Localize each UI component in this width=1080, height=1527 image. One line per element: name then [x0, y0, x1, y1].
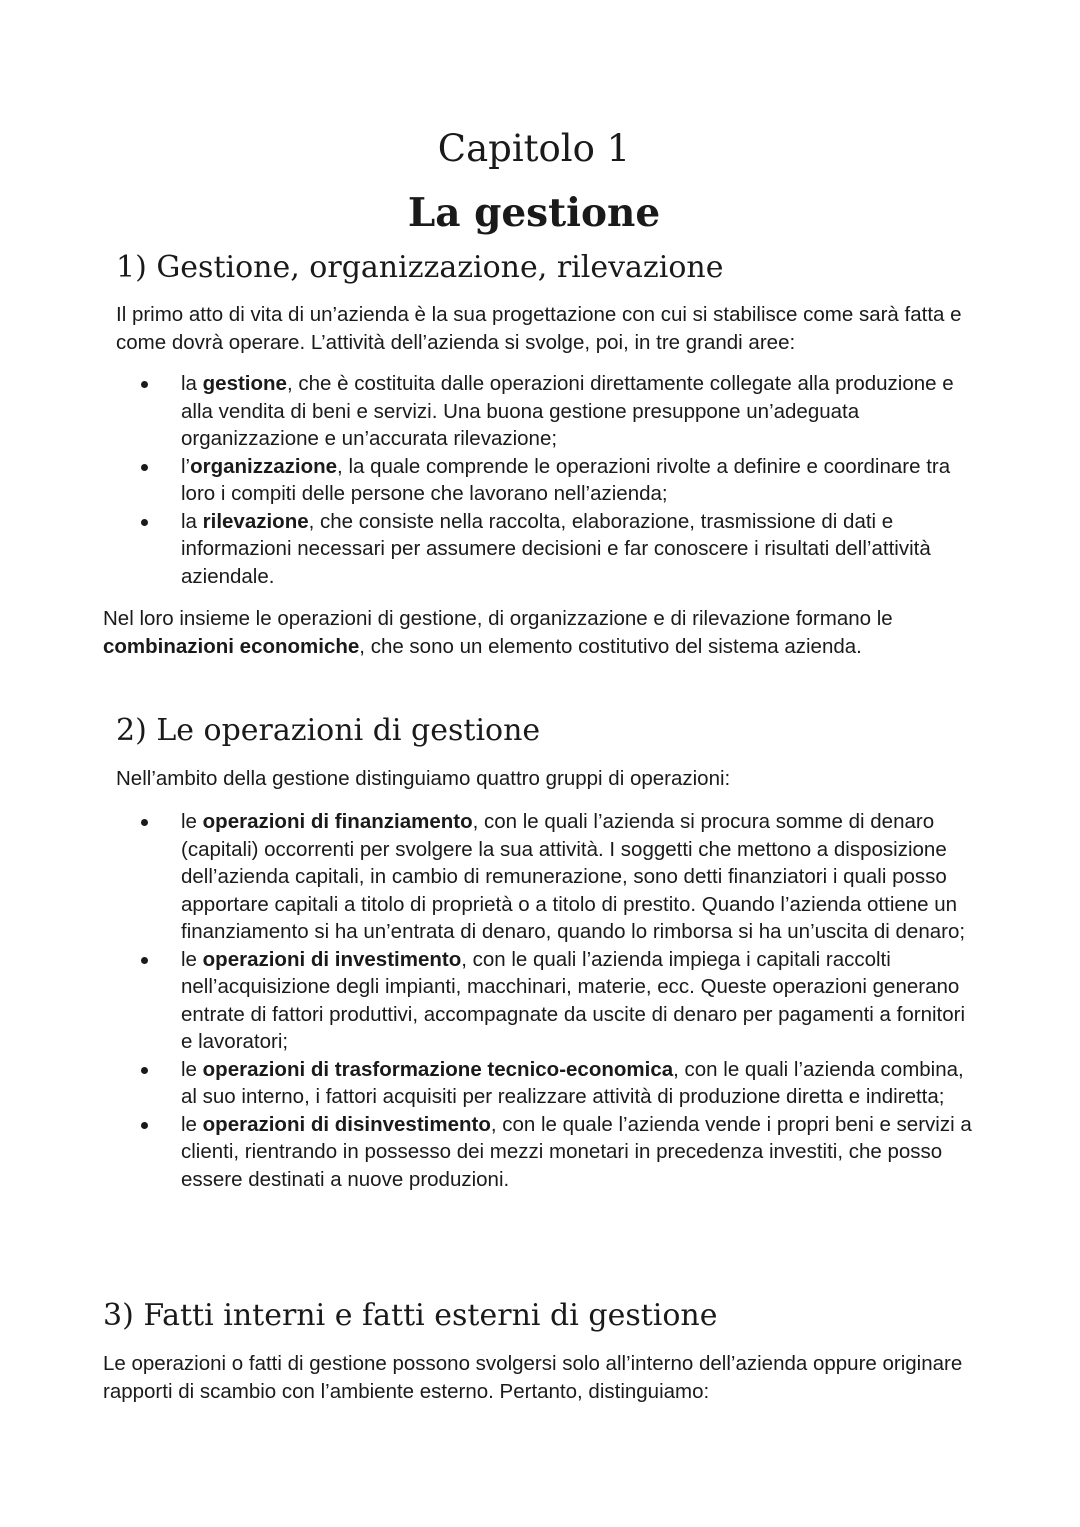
section-1-intro: Il primo atto di vita di un’azienda è la sua progettazione con cui si stabilisce come sarà fatta e come dovrà operare. L’attività dell’azienda si svolge, poi, in tre grandi aree: [116, 303, 962, 354]
bullet-icon [141, 464, 148, 471]
bullet-icon [141, 1067, 148, 1074]
section-1-heading: 1) Gestione, organizzazione, rilevazione [116, 250, 724, 285]
section-3-heading: 3) Fatti interni e fatti esterni di gestione [103, 1298, 718, 1333]
section-1-bullet-list [117, 370, 977, 590]
bullet-icon [141, 519, 148, 526]
list-item: le operazioni di trasformazione tecnico-economica, con le quali l’azienda combina, al suo interno, i fattori acquisiti per realizzare attività di produzione diretta e indiretta; [117, 1056, 977, 1111]
list-item: l’organizzazione, la quale comprende le operazioni rivolte a definire e coordinare tra loro i compiti delle persone che lavorano nell’azienda; [117, 453, 977, 508]
list-item: le operazioni di disinvestimento, con le quale l’azienda vende i propri beni e servizi a clienti, rientrando in possesso dei mezzi monetari in precedenza investiti, che posso essere destinati a nuove produzioni. [117, 1111, 977, 1194]
list-item: la rilevazione, che consiste nella raccolta, elaborazione, trasmissione di dati e informazioni necessari per assumere decisioni e far conoscere i risultati dell’attività aziendale. [117, 508, 977, 591]
bullet-icon [141, 819, 148, 826]
section-2-intro: Nell’ambito della gestione distinguiamo quattro gruppi di operazioni: [116, 767, 731, 790]
list-item: le operazioni di investimento, con le quali l’azienda impiega i capitali raccolti nell’acquisizione degli impianti, macchinari, materie, ecc. Queste operazioni generano entrate di fattori produttivi, accompagnate da uscite di denaro per pagamenti a fornitori e lavoratori; [117, 946, 977, 1056]
bullet-icon [141, 1122, 148, 1129]
list-item: la gestione, che è costituita dalle operazioni direttamente collegate alla produzione e alla vendita di beni e servizi. Una buona gestione presuppone un’adeguata organizzazione e un’accurata rilevazione; [117, 370, 977, 453]
section-1-closing: Nel loro insieme le operazioni di gestione, di organizzazione e di rilevazione formano le combinazioni economiche, che sono un elemento costitutivo del sistema azienda. [103, 607, 893, 658]
section-3-intro: Le operazioni o fatti di gestione possono svolgersi solo all’interno dell’azienda oppure originare rapporti di scambio con l’ambiente esterno. Pertanto, distinguiamo: [103, 1352, 963, 1403]
list-item: le operazioni di finanziamento, con le quali l’azienda si procura somme di denaro (capitali) occorrenti per svolgere la sua attività. I soggetti che mettono a disposizione dell’azienda capitali, in cambio di remunerazione, sono detti finanziatori i quali posso apportare capitali a titolo di proprietà o a titolo di prestito. Quando l’azienda ottiene un finanziamento si ha un’entrata di denaro, quando lo rimborsa si ha un’uscita di denaro; [117, 808, 977, 946]
chapter-title: La gestione [407, 190, 661, 236]
chapter-label: Capitolo 1 [437, 127, 631, 170]
bullet-icon [141, 957, 148, 964]
section-2-bullet-list [117, 808, 977, 1193]
bullet-icon [141, 381, 148, 388]
section-2-heading: 2) Le operazioni di gestione [116, 713, 541, 748]
